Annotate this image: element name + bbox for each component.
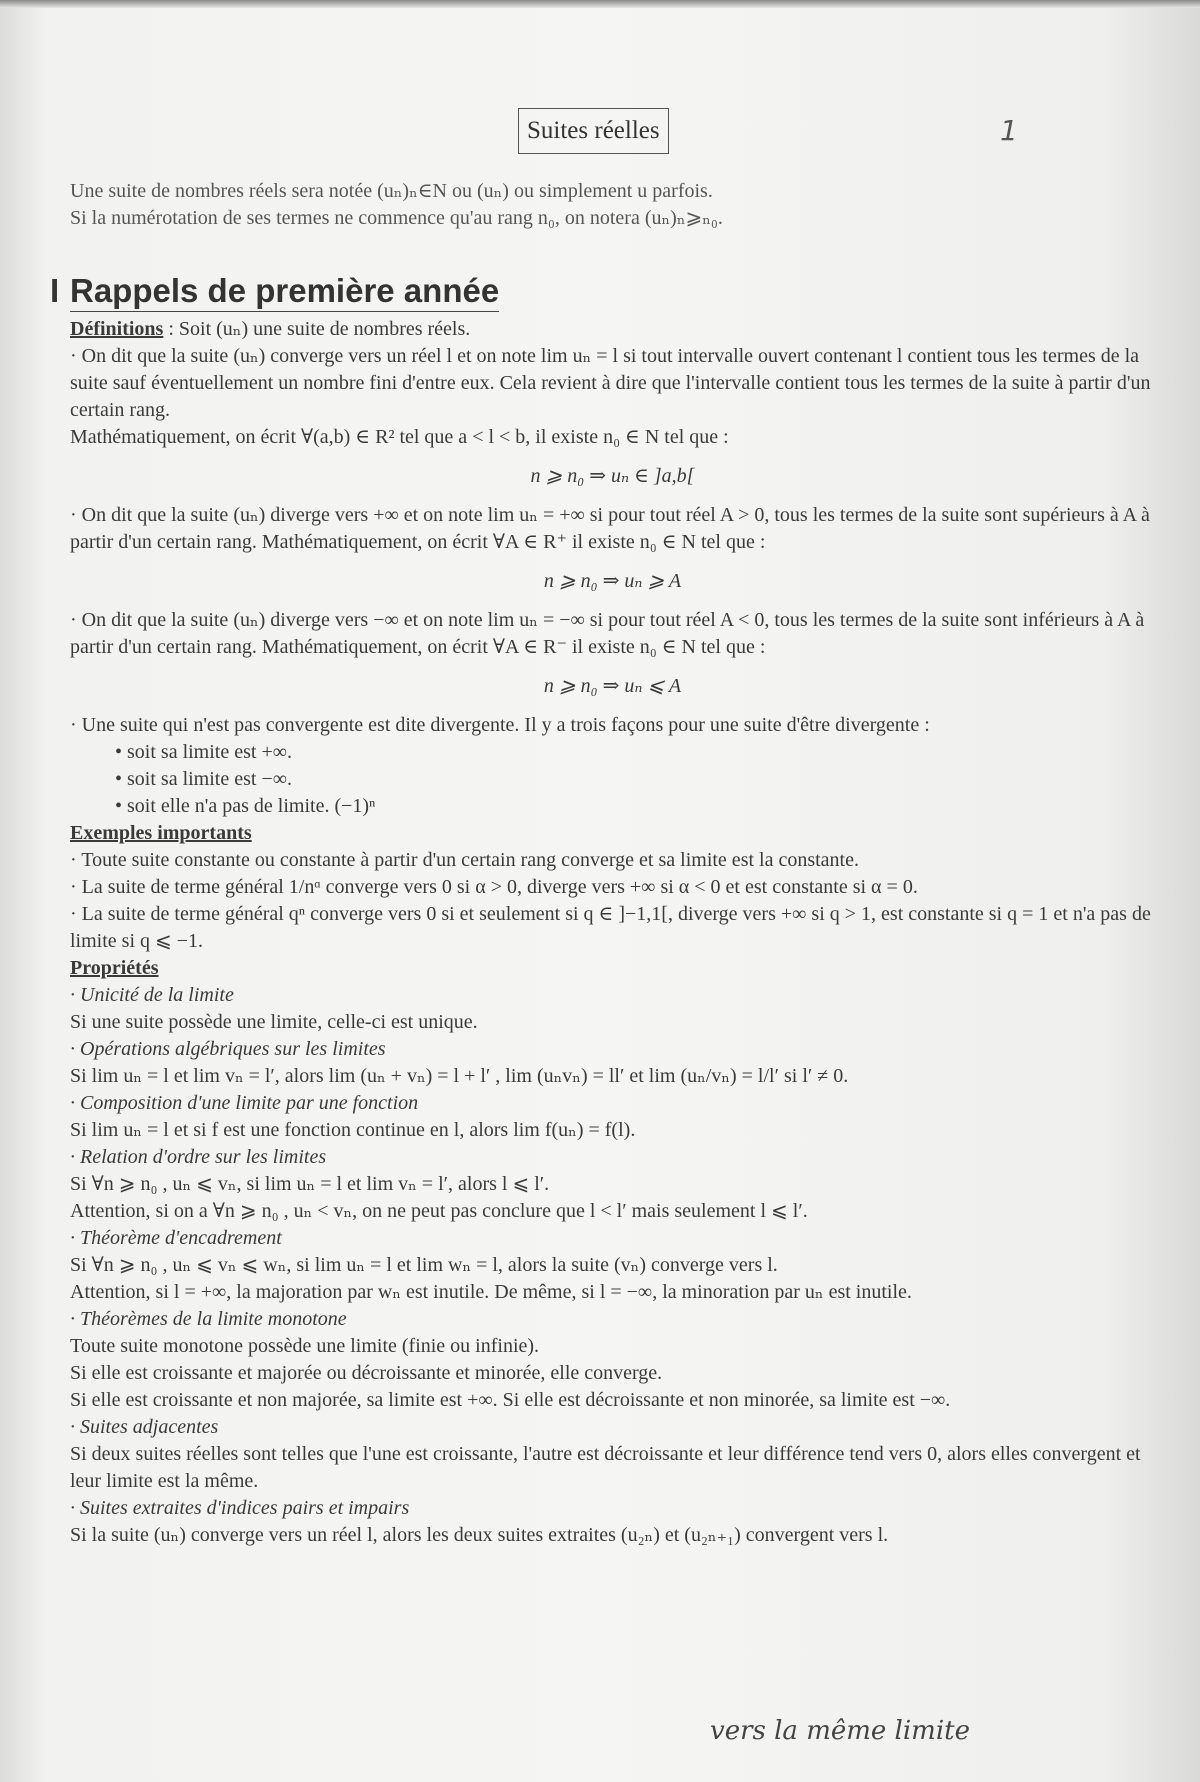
property-title: · Théorème d'encadrement xyxy=(70,1225,1155,1252)
property-text: Si ∀n ⩾ n₀ , uₙ ⩽ vₙ, si lim uₙ = l et lim vₙ = l′, alors l ⩽ l′. xyxy=(70,1173,550,1195)
property-title: · Suites adjacentes xyxy=(70,1414,1155,1441)
property-text: Si la suite (uₙ) converge vers un réel l, alors les deux suites extraites (u₂ₙ) et (u₂ₙ₊₁) convergent vers l. xyxy=(70,1524,889,1546)
list-item: • soit elle n'a pas de limite. (−1)ⁿ xyxy=(115,793,1155,820)
list-item: • soit sa limite est −∞. xyxy=(115,766,1155,793)
intro xyxy=(70,178,1155,232)
scan-edge xyxy=(0,0,1200,8)
definition-minus-infinity: · On dit que la suite (uₙ) diverge vers −∞ et on note lim uₙ = −∞ si pour tout réel A < 0, tous les termes de la suite sont inférieurs à A à partir d'un certain rang. Mathématiquement, on écrit ∀A ∈ R⁻ il existe n₀ ∈ N tel que : xyxy=(70,607,1155,661)
definition-math: Mathématiquement, on écrit ∀(a,b) ∈ R² tel que a < l < b, il existe n₀ ∈ N tel que : xyxy=(70,426,729,448)
formula: n ⩾ n₀ ⇒ uₙ ∈ ]a,b[ xyxy=(530,465,695,487)
example-item: · Toute suite constante ou constante à partir d'un certain rang converge et sa limite est la constante. xyxy=(70,847,1155,874)
definition-converge: · On dit que la suite (uₙ) converge vers un réel l et on note lim uₙ = l si tout intervalle ouvert contenant l contient tous les termes de la suite sauf éventuellement un nombre fini d'entre eux. Cela revient à dire que l'intervalle contient tous les termes de la suite à partir d'un certain rang. xyxy=(70,343,1155,424)
property-text: Si lim uₙ = l et si f est une fonction continue en l, alors lim f(uₙ) = f(l). xyxy=(70,1119,636,1141)
property-text: Si elle est croissante et majorée ou décroissante et minorée, elle converge. xyxy=(70,1362,663,1384)
page-title: Suites réelles xyxy=(518,108,669,154)
property-title: · Composition d'une limite par une fonction xyxy=(70,1090,1155,1117)
property-title: · Suites extraites d'indices pairs et impairs xyxy=(70,1495,1155,1522)
property-text: Si lim uₙ = l et lim vₙ = l′, alors lim (uₙ + vₙ) = l + l′ , lim (uₙvₙ) = ll′ et lim (uₙ/vₙ) = l/l′ si l′ ≠ 0. xyxy=(70,1065,849,1087)
definitions-title: Définitions xyxy=(70,318,164,340)
definitions-line xyxy=(70,316,1155,343)
page-content xyxy=(50,178,1155,1549)
example-item: · La suite de terme général qⁿ converge vers 0 si et seulement si q ∈ ]−1,1[, diverge vers +∞ si q > 1, est constante si q = 1 et n'a pas de limite si q ⩽ −1. xyxy=(70,901,1155,955)
property-text: Attention, si on a ∀n ⩾ n₀ , uₙ < vₙ, on ne peut pas conclure que l < l′ mais seulement l ⩽ l′. xyxy=(70,1200,808,1222)
property-title: · Relation d'ordre sur les limites xyxy=(70,1144,1155,1171)
examples-title: Exemples importants xyxy=(70,822,252,844)
section-title: Rappels de première année xyxy=(70,272,499,312)
property-text: Si une suite possède une limite, celle-ci est unique. xyxy=(70,1011,478,1033)
section-heading xyxy=(50,272,1155,310)
list-item: • soit sa limite est +∞. xyxy=(115,739,1155,766)
property-text: Toute suite monotone possède une limite (finie ou infinie). xyxy=(70,1335,540,1357)
property-title: · Unicité de la limite xyxy=(70,982,1155,1009)
definitions-intro: : Soit (uₙ) une suite de nombres réels. xyxy=(163,318,471,340)
intro-line: Si la numérotation de ses termes ne commence qu'au rang n₀, on notera (uₙ)ₙ⩾ₙ₀. xyxy=(70,207,723,229)
properties-title: Propriétés xyxy=(70,957,159,979)
property-text: Si elle est croissante et non majorée, sa limite est +∞. Si elle est décroissante et non minorée, sa limite est −∞. xyxy=(70,1389,951,1411)
intro-line: Une suite de nombres réels sera notée (uₙ)ₙ∈N ou (uₙ) ou simplement u parfois. xyxy=(70,180,713,202)
page-number: 1 xyxy=(1000,114,1018,147)
property-text: Si deux suites réelles sont telles que l'une est croissante, l'autre est décroissante et leur différence tend vers 0, alors elles convergent et leur limite est la même. xyxy=(70,1443,1141,1492)
property-text: Attention, si l = +∞, la majoration par wₙ est inutile. De même, si l = −∞, la minoration par uₙ est inutile. xyxy=(70,1281,912,1303)
divergent-list xyxy=(70,739,1155,820)
property-title: · Opérations algébriques sur les limites xyxy=(70,1036,1155,1063)
page-header xyxy=(0,108,1200,158)
definition-plus-infinity: · On dit que la suite (uₙ) diverge vers +∞ et on note lim uₙ = +∞ si pour tout réel A > 0, tous les termes de la suite sont supérieurs à A à partir d'un certain rang. Mathématiquement, on écrit ∀A ∈ R⁺ il existe n₀ ∈ N tel que : xyxy=(70,502,1155,556)
property-title: · Théorèmes de la limite monotone xyxy=(70,1306,1155,1333)
formula: n ⩾ n₀ ⇒ uₙ ⩽ A xyxy=(543,675,682,697)
definition-divergent: · Une suite qui n'est pas convergente est dite divergente. Il y a trois façons pour une suite d'être divergente : xyxy=(70,712,1155,739)
property-text: Si ∀n ⩾ n₀ , uₙ ⩽ vₙ ⩽ wₙ, si lim uₙ = l et lim wₙ = l, alors la suite (vₙ) converge vers l. xyxy=(70,1254,778,1276)
section-number: I xyxy=(50,272,60,309)
handwritten-note: vers la même limite xyxy=(710,1716,970,1746)
example-item: · La suite de terme général 1/nᵅ converge vers 0 si α > 0, diverge vers +∞ si α < 0 et est constante si α = 0. xyxy=(70,874,1155,901)
formula: n ⩾ n₀ ⇒ uₙ ⩾ A xyxy=(543,570,682,592)
